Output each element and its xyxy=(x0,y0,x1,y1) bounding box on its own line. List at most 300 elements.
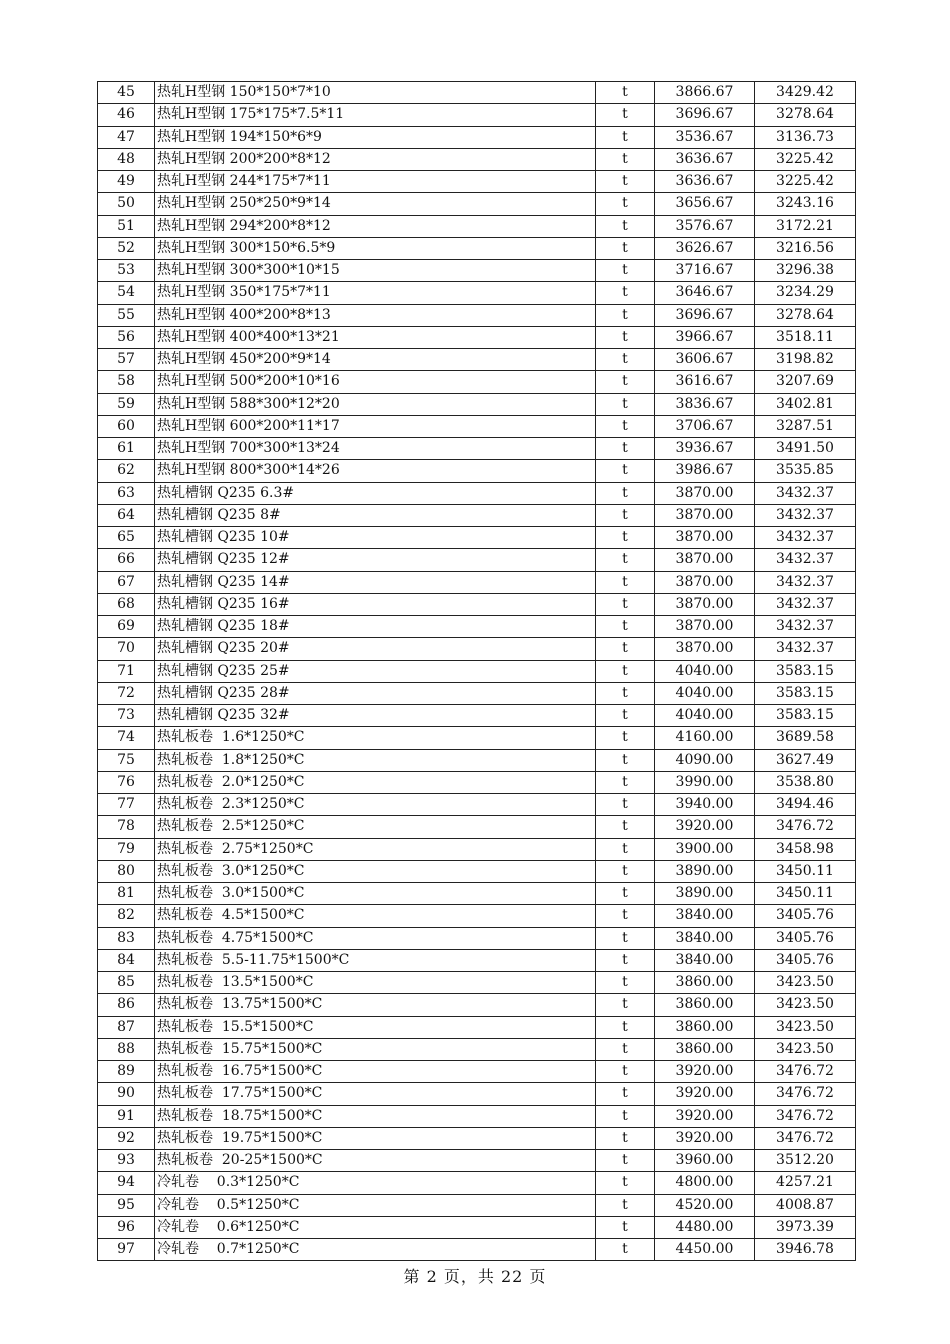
row-number-cell: 72 xyxy=(98,682,155,704)
item-name-cell: 热轧槽钢 Q235 18# xyxy=(155,616,596,638)
price-excl-tax-cell: 3432.37 xyxy=(755,616,856,638)
price-cell: 3636.67 xyxy=(655,171,755,193)
item-name-cell: 热轧槽钢 Q235 6.3# xyxy=(155,482,596,504)
row-number-cell: 73 xyxy=(98,705,155,727)
table-row xyxy=(98,883,856,905)
table-row xyxy=(98,260,856,282)
price-excl-tax-cell: 3476.72 xyxy=(755,1127,856,1149)
price-excl-tax-cell: 3278.64 xyxy=(755,304,856,326)
item-name-cell: 热轧H型钢 450*200*9*14 xyxy=(155,349,596,371)
table-row xyxy=(98,616,856,638)
unit-cell: t xyxy=(596,682,655,704)
price-cell: 3960.00 xyxy=(655,1150,755,1172)
item-name-cell: 热轧槽钢 Q235 20# xyxy=(155,638,596,660)
unit-cell: t xyxy=(596,1127,655,1149)
unit-cell: t xyxy=(596,838,655,860)
price-cell: 3576.67 xyxy=(655,215,755,237)
price-excl-tax-cell: 3518.11 xyxy=(755,326,856,348)
row-number-cell: 68 xyxy=(98,593,155,615)
table-row xyxy=(98,304,856,326)
unit-cell: t xyxy=(596,438,655,460)
table-row xyxy=(98,816,856,838)
table-row xyxy=(98,82,856,104)
unit-cell: t xyxy=(596,237,655,259)
unit-cell: t xyxy=(596,1150,655,1172)
price-cell: 3870.00 xyxy=(655,638,755,660)
table-row xyxy=(98,638,856,660)
unit-cell: t xyxy=(596,260,655,282)
row-number-cell: 53 xyxy=(98,260,155,282)
unit-cell: t xyxy=(596,126,655,148)
unit-cell: t xyxy=(596,527,655,549)
table-row xyxy=(98,1061,856,1083)
price-cell: 3860.00 xyxy=(655,1016,755,1038)
row-number-cell: 96 xyxy=(98,1216,155,1238)
row-number-cell: 69 xyxy=(98,616,155,638)
item-name-cell: 热轧板卷 4.5*1500*C xyxy=(155,905,596,927)
price-excl-tax-cell: 3234.29 xyxy=(755,282,856,304)
row-number-cell: 67 xyxy=(98,571,155,593)
price-excl-tax-cell: 3402.81 xyxy=(755,393,856,415)
row-number-cell: 60 xyxy=(98,415,155,437)
price-cell: 3890.00 xyxy=(655,883,755,905)
price-excl-tax-cell: 3973.39 xyxy=(755,1216,856,1238)
table-row xyxy=(98,460,856,482)
row-number-cell: 71 xyxy=(98,660,155,682)
price-cell: 3716.67 xyxy=(655,260,755,282)
row-number-cell: 80 xyxy=(98,860,155,882)
price-cell: 3870.00 xyxy=(655,593,755,615)
item-name-cell: 热轧板卷 16.75*1500*C xyxy=(155,1061,596,1083)
unit-cell: t xyxy=(596,104,655,126)
price-cell: 3866.67 xyxy=(655,82,755,104)
row-number-cell: 83 xyxy=(98,927,155,949)
row-number-cell: 50 xyxy=(98,193,155,215)
row-number-cell: 77 xyxy=(98,794,155,816)
price-cell: 3656.67 xyxy=(655,193,755,215)
item-name-cell: 热轧板卷 2.0*1250*C xyxy=(155,771,596,793)
unit-cell: t xyxy=(596,549,655,571)
price-cell: 3616.67 xyxy=(655,371,755,393)
row-number-cell: 62 xyxy=(98,460,155,482)
row-number-cell: 93 xyxy=(98,1150,155,1172)
price-excl-tax-cell: 3432.37 xyxy=(755,504,856,526)
item-name-cell: 热轧板卷 1.8*1250*C xyxy=(155,749,596,771)
unit-cell: t xyxy=(596,727,655,749)
price-excl-tax-cell: 3136.73 xyxy=(755,126,856,148)
price-excl-tax-cell: 3535.85 xyxy=(755,460,856,482)
row-number-cell: 54 xyxy=(98,282,155,304)
table-row xyxy=(98,727,856,749)
item-name-cell: 热轧板卷 3.0*1250*C xyxy=(155,860,596,882)
table-row xyxy=(98,371,856,393)
price-excl-tax-cell: 3423.50 xyxy=(755,1038,856,1060)
price-excl-tax-cell: 3432.37 xyxy=(755,571,856,593)
price-excl-tax-cell: 3405.76 xyxy=(755,927,856,949)
row-number-cell: 88 xyxy=(98,1038,155,1060)
item-name-cell: 热轧板卷 20-25*1500*C xyxy=(155,1150,596,1172)
unit-cell: t xyxy=(596,460,655,482)
item-name-cell: 热轧板卷 1.6*1250*C xyxy=(155,727,596,749)
unit-cell: t xyxy=(596,1016,655,1038)
price-cell: 3986.67 xyxy=(655,460,755,482)
price-excl-tax-cell: 3198.82 xyxy=(755,349,856,371)
item-name-cell: 热轧H型钢 800*300*14*26 xyxy=(155,460,596,482)
item-name-cell: 热轧板卷 13.5*1500*C xyxy=(155,972,596,994)
price-cell: 3966.67 xyxy=(655,326,755,348)
item-name-cell: 热轧H型钢 500*200*10*16 xyxy=(155,371,596,393)
price-excl-tax-cell: 3225.42 xyxy=(755,148,856,170)
price-excl-tax-cell: 3432.37 xyxy=(755,549,856,571)
table-row xyxy=(98,527,856,549)
unit-cell: t xyxy=(596,638,655,660)
unit-cell: t xyxy=(596,616,655,638)
table-row xyxy=(98,1127,856,1149)
table-row xyxy=(98,794,856,816)
table-row xyxy=(98,393,856,415)
table-row xyxy=(98,994,856,1016)
price-cell: 3990.00 xyxy=(655,771,755,793)
price-excl-tax-cell: 3450.11 xyxy=(755,860,856,882)
price-excl-tax-cell: 3216.56 xyxy=(755,237,856,259)
table-row xyxy=(98,927,856,949)
price-cell: 3860.00 xyxy=(655,994,755,1016)
price-excl-tax-cell: 4008.87 xyxy=(755,1194,856,1216)
row-number-cell: 78 xyxy=(98,816,155,838)
item-name-cell: 热轧H型钢 400*400*13*21 xyxy=(155,326,596,348)
price-cell: 3696.67 xyxy=(655,304,755,326)
price-cell: 3636.67 xyxy=(655,148,755,170)
table-row xyxy=(98,349,856,371)
unit-cell: t xyxy=(596,816,655,838)
row-number-cell: 59 xyxy=(98,393,155,415)
unit-cell: t xyxy=(596,282,655,304)
item-name-cell: 热轧板卷 4.75*1500*C xyxy=(155,927,596,949)
price-cell: 4090.00 xyxy=(655,749,755,771)
table-row xyxy=(98,171,856,193)
table-row xyxy=(98,193,856,215)
unit-cell: t xyxy=(596,304,655,326)
item-name-cell: 热轧板卷 17.75*1500*C xyxy=(155,1083,596,1105)
row-number-cell: 85 xyxy=(98,972,155,994)
row-number-cell: 89 xyxy=(98,1061,155,1083)
price-excl-tax-cell: 4257.21 xyxy=(755,1172,856,1194)
price-excl-tax-cell: 3296.38 xyxy=(755,260,856,282)
price-cell: 3860.00 xyxy=(655,1038,755,1060)
item-name-cell: 热轧板卷 15.75*1500*C xyxy=(155,1038,596,1060)
price-excl-tax-cell: 3476.72 xyxy=(755,1105,856,1127)
price-cell: 3940.00 xyxy=(655,794,755,816)
price-excl-tax-cell: 3583.15 xyxy=(755,660,856,682)
unit-cell: t xyxy=(596,349,655,371)
unit-cell: t xyxy=(596,1061,655,1083)
table-row xyxy=(98,1038,856,1060)
item-name-cell: 热轧槽钢 Q235 25# xyxy=(155,660,596,682)
price-cell: 3920.00 xyxy=(655,1083,755,1105)
price-cell: 3870.00 xyxy=(655,571,755,593)
item-name-cell: 热轧H型钢 200*200*8*12 xyxy=(155,148,596,170)
row-number-cell: 97 xyxy=(98,1239,155,1261)
item-name-cell: 热轧槽钢 Q235 8# xyxy=(155,504,596,526)
unit-cell: t xyxy=(596,1172,655,1194)
item-name-cell: 热轧槽钢 Q235 32# xyxy=(155,705,596,727)
item-name-cell: 热轧板卷 19.75*1500*C xyxy=(155,1127,596,1149)
table-row xyxy=(98,1105,856,1127)
table-row xyxy=(98,749,856,771)
price-excl-tax-cell: 3627.49 xyxy=(755,749,856,771)
item-name-cell: 热轧槽钢 Q235 28# xyxy=(155,682,596,704)
price-cell: 3706.67 xyxy=(655,415,755,437)
row-number-cell: 95 xyxy=(98,1194,155,1216)
table-row xyxy=(98,705,856,727)
unit-cell: t xyxy=(596,415,655,437)
row-number-cell: 82 xyxy=(98,905,155,927)
unit-cell: t xyxy=(596,794,655,816)
row-number-cell: 61 xyxy=(98,438,155,460)
row-number-cell: 76 xyxy=(98,771,155,793)
price-excl-tax-cell: 3432.37 xyxy=(755,593,856,615)
table-row xyxy=(98,326,856,348)
unit-cell: t xyxy=(596,371,655,393)
price-cell: 3646.67 xyxy=(655,282,755,304)
item-name-cell: 热轧槽钢 Q235 14# xyxy=(155,571,596,593)
price-cell: 3606.67 xyxy=(655,349,755,371)
item-name-cell: 热轧槽钢 Q235 12# xyxy=(155,549,596,571)
unit-cell: t xyxy=(596,1194,655,1216)
item-name-cell: 热轧H型钢 175*175*7.5*11 xyxy=(155,104,596,126)
table-row xyxy=(98,237,856,259)
price-cell: 4040.00 xyxy=(655,682,755,704)
table-row xyxy=(98,104,856,126)
table-row xyxy=(98,282,856,304)
item-name-cell: 热轧板卷 2.75*1250*C xyxy=(155,838,596,860)
item-name-cell: 热轧H型钢 150*150*7*10 xyxy=(155,82,596,104)
row-number-cell: 75 xyxy=(98,749,155,771)
item-name-cell: 热轧H型钢 700*300*13*24 xyxy=(155,438,596,460)
unit-cell: t xyxy=(596,994,655,1016)
price-excl-tax-cell: 3476.72 xyxy=(755,1083,856,1105)
item-name-cell: 热轧槽钢 Q235 16# xyxy=(155,593,596,615)
price-cell: 3920.00 xyxy=(655,1127,755,1149)
item-name-cell: 热轧H型钢 244*175*7*11 xyxy=(155,171,596,193)
unit-cell: t xyxy=(596,1083,655,1105)
price-excl-tax-cell: 3494.46 xyxy=(755,794,856,816)
unit-cell: t xyxy=(596,82,655,104)
unit-cell: t xyxy=(596,171,655,193)
row-number-cell: 70 xyxy=(98,638,155,660)
unit-cell: t xyxy=(596,883,655,905)
row-number-cell: 48 xyxy=(98,148,155,170)
price-excl-tax-cell: 3423.50 xyxy=(755,1016,856,1038)
item-name-cell: 冷轧卷 0.3*1250*C xyxy=(155,1172,596,1194)
unit-cell: t xyxy=(596,749,655,771)
price-cell: 3696.67 xyxy=(655,104,755,126)
price-cell: 3870.00 xyxy=(655,504,755,526)
item-name-cell: 热轧板卷 15.5*1500*C xyxy=(155,1016,596,1038)
item-name-cell: 热轧板卷 18.75*1500*C xyxy=(155,1105,596,1127)
table-row xyxy=(98,1150,856,1172)
item-name-cell: 热轧板卷 2.5*1250*C xyxy=(155,816,596,838)
price-excl-tax-cell: 3689.58 xyxy=(755,727,856,749)
item-name-cell: 热轧H型钢 294*200*8*12 xyxy=(155,215,596,237)
price-cell: 3870.00 xyxy=(655,549,755,571)
price-excl-tax-cell: 3538.80 xyxy=(755,771,856,793)
unit-cell: t xyxy=(596,905,655,927)
table-row xyxy=(98,949,856,971)
item-name-cell: 热轧H型钢 350*175*7*11 xyxy=(155,282,596,304)
item-name-cell: 热轧板卷 3.0*1500*C xyxy=(155,883,596,905)
row-number-cell: 86 xyxy=(98,994,155,1016)
unit-cell: t xyxy=(596,1216,655,1238)
price-excl-tax-cell: 3583.15 xyxy=(755,705,856,727)
price-excl-tax-cell: 3946.78 xyxy=(755,1239,856,1261)
price-cell: 3626.67 xyxy=(655,237,755,259)
unit-cell: t xyxy=(596,949,655,971)
row-number-cell: 57 xyxy=(98,349,155,371)
price-excl-tax-cell: 3287.51 xyxy=(755,415,856,437)
table-row xyxy=(98,1083,856,1105)
price-cell: 3536.67 xyxy=(655,126,755,148)
price-cell: 4160.00 xyxy=(655,727,755,749)
unit-cell: t xyxy=(596,1239,655,1261)
unit-cell: t xyxy=(596,393,655,415)
item-name-cell: 热轧板卷 5.5-11.75*1500*C xyxy=(155,949,596,971)
price-excl-tax-cell: 3432.37 xyxy=(755,638,856,660)
item-name-cell: 热轧H型钢 300*150*6.5*9 xyxy=(155,237,596,259)
table-row xyxy=(98,905,856,927)
unit-cell: t xyxy=(596,504,655,526)
price-excl-tax-cell: 3278.64 xyxy=(755,104,856,126)
row-number-cell: 79 xyxy=(98,838,155,860)
price-cell: 3900.00 xyxy=(655,838,755,860)
price-excl-tax-cell: 3207.69 xyxy=(755,371,856,393)
table-row xyxy=(98,1194,856,1216)
price-cell: 3920.00 xyxy=(655,1061,755,1083)
price-excl-tax-cell: 3243.16 xyxy=(755,193,856,215)
price-excl-tax-cell: 3450.11 xyxy=(755,883,856,905)
row-number-cell: 56 xyxy=(98,326,155,348)
item-name-cell: 冷轧卷 0.7*1250*C xyxy=(155,1239,596,1261)
price-excl-tax-cell: 3423.50 xyxy=(755,994,856,1016)
row-number-cell: 87 xyxy=(98,1016,155,1038)
row-number-cell: 65 xyxy=(98,527,155,549)
price-cell: 3920.00 xyxy=(655,816,755,838)
price-excl-tax-cell: 3476.72 xyxy=(755,816,856,838)
price-excl-tax-cell: 3429.42 xyxy=(755,82,856,104)
price-cell: 4480.00 xyxy=(655,1216,755,1238)
table-row xyxy=(98,148,856,170)
row-number-cell: 74 xyxy=(98,727,155,749)
row-number-cell: 45 xyxy=(98,82,155,104)
unit-cell: t xyxy=(596,1105,655,1127)
price-cell: 4040.00 xyxy=(655,705,755,727)
item-name-cell: 冷轧卷 0.6*1250*C xyxy=(155,1216,596,1238)
price-excl-tax-cell: 3432.37 xyxy=(755,482,856,504)
row-number-cell: 49 xyxy=(98,171,155,193)
price-excl-tax-cell: 3405.76 xyxy=(755,949,856,971)
table-row xyxy=(98,838,856,860)
item-name-cell: 冷轧卷 0.5*1250*C xyxy=(155,1194,596,1216)
table-row xyxy=(98,860,856,882)
item-name-cell: 热轧板卷 13.75*1500*C xyxy=(155,994,596,1016)
table-row xyxy=(98,972,856,994)
unit-cell: t xyxy=(596,860,655,882)
item-name-cell: 热轧板卷 2.3*1250*C xyxy=(155,794,596,816)
table-row xyxy=(98,660,856,682)
row-number-cell: 84 xyxy=(98,949,155,971)
table-row xyxy=(98,549,856,571)
row-number-cell: 52 xyxy=(98,237,155,259)
price-excl-tax-cell: 3458.98 xyxy=(755,838,856,860)
price-cell: 3890.00 xyxy=(655,860,755,882)
price-excl-tax-cell: 3583.15 xyxy=(755,682,856,704)
row-number-cell: 66 xyxy=(98,549,155,571)
price-cell: 4040.00 xyxy=(655,660,755,682)
price-cell: 3840.00 xyxy=(655,949,755,971)
table-row xyxy=(98,1016,856,1038)
table-row xyxy=(98,1172,856,1194)
price-table-body xyxy=(98,82,856,1261)
table-row xyxy=(98,504,856,526)
table-row xyxy=(98,571,856,593)
item-name-cell: 热轧H型钢 600*200*11*17 xyxy=(155,415,596,437)
price-cell: 3840.00 xyxy=(655,927,755,949)
row-number-cell: 46 xyxy=(98,104,155,126)
price-excl-tax-cell: 3512.20 xyxy=(755,1150,856,1172)
price-cell: 3836.67 xyxy=(655,393,755,415)
price-cell: 3920.00 xyxy=(655,1105,755,1127)
unit-cell: t xyxy=(596,593,655,615)
unit-cell: t xyxy=(596,1038,655,1060)
unit-cell: t xyxy=(596,660,655,682)
price-cell: 3870.00 xyxy=(655,616,755,638)
unit-cell: t xyxy=(596,326,655,348)
item-name-cell: 热轧H型钢 300*300*10*15 xyxy=(155,260,596,282)
row-number-cell: 58 xyxy=(98,371,155,393)
table-row xyxy=(98,1239,856,1261)
table-row xyxy=(98,593,856,615)
table-row xyxy=(98,482,856,504)
unit-cell: t xyxy=(596,571,655,593)
price-excl-tax-cell: 3491.50 xyxy=(755,438,856,460)
table-row xyxy=(98,682,856,704)
table-row xyxy=(98,215,856,237)
row-number-cell: 81 xyxy=(98,883,155,905)
item-name-cell: 热轧H型钢 250*250*9*14 xyxy=(155,193,596,215)
price-excl-tax-cell: 3476.72 xyxy=(755,1061,856,1083)
price-table xyxy=(97,81,856,1261)
row-number-cell: 63 xyxy=(98,482,155,504)
item-name-cell: 热轧槽钢 Q235 10# xyxy=(155,527,596,549)
row-number-cell: 90 xyxy=(98,1083,155,1105)
table-row xyxy=(98,438,856,460)
row-number-cell: 94 xyxy=(98,1172,155,1194)
price-cell: 3870.00 xyxy=(655,527,755,549)
unit-cell: t xyxy=(596,482,655,504)
unit-cell: t xyxy=(596,148,655,170)
table-row xyxy=(98,1216,856,1238)
price-excl-tax-cell: 3432.37 xyxy=(755,527,856,549)
row-number-cell: 55 xyxy=(98,304,155,326)
unit-cell: t xyxy=(596,193,655,215)
price-cell: 4520.00 xyxy=(655,1194,755,1216)
unit-cell: t xyxy=(596,927,655,949)
page-number: 第 2 页，共 22 页 xyxy=(403,1267,547,1286)
price-excl-tax-cell: 3172.21 xyxy=(755,215,856,237)
row-number-cell: 92 xyxy=(98,1127,155,1149)
price-excl-tax-cell: 3423.50 xyxy=(755,972,856,994)
price-cell: 3860.00 xyxy=(655,972,755,994)
